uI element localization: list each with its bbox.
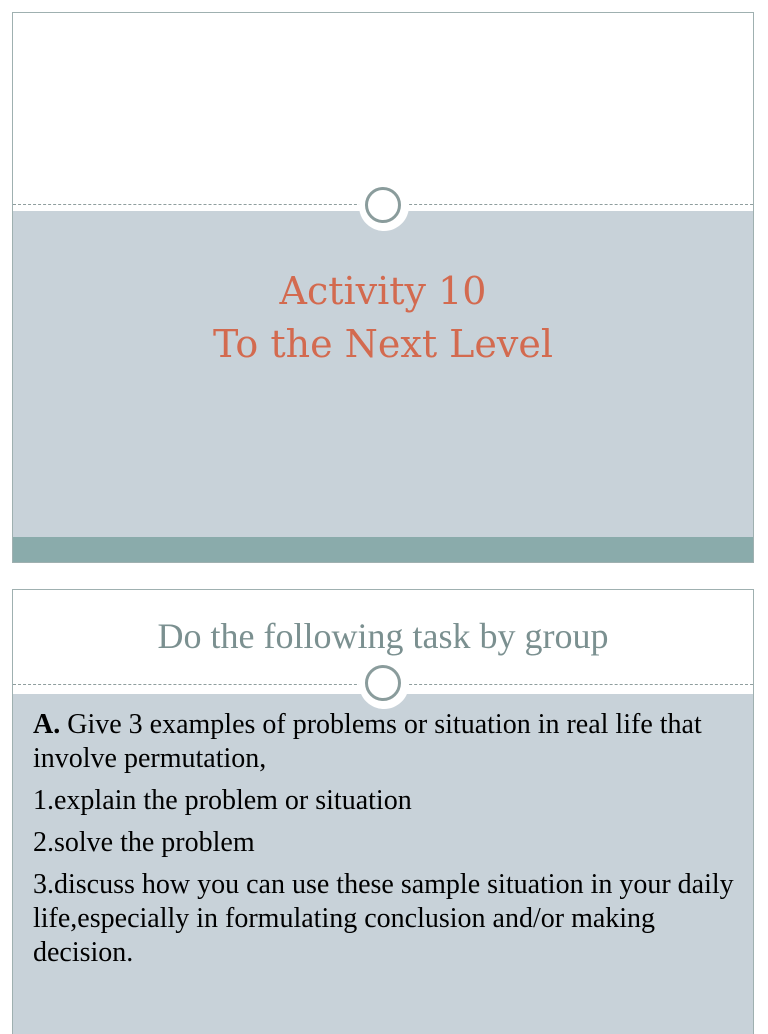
slide-title: [13, 265, 753, 371]
task-item-a-label: A.: [33, 709, 61, 740]
task-content: [33, 708, 743, 978]
circle-ring-icon: [365, 665, 401, 701]
task-item-a: [33, 708, 743, 776]
title-line-2: To the Next Level: [212, 322, 553, 366]
task-step-3: 3.discuss how you can use these sample situation in your daily life,especially in formulating conclusion and/or making decision.: [33, 869, 734, 968]
circle-ornament: [359, 181, 409, 231]
slide-body-area: [13, 211, 753, 537]
slide-footer-band: [13, 537, 753, 563]
slide-task: [12, 589, 754, 1034]
slide-heading: Do the following task by group: [157, 616, 609, 656]
task-step-2: 2.solve the problem: [33, 827, 255, 858]
title-line-1: Activity 10: [279, 269, 487, 313]
circle-ring-icon: [365, 187, 401, 223]
task-step-1: 1.explain the problem or situation: [33, 785, 412, 816]
circle-ornament: [359, 659, 409, 709]
slide-activity-title: [12, 12, 754, 563]
task-item-a-text: Give 3 examples of problems or situation in real life that involve permutation,: [33, 709, 702, 774]
